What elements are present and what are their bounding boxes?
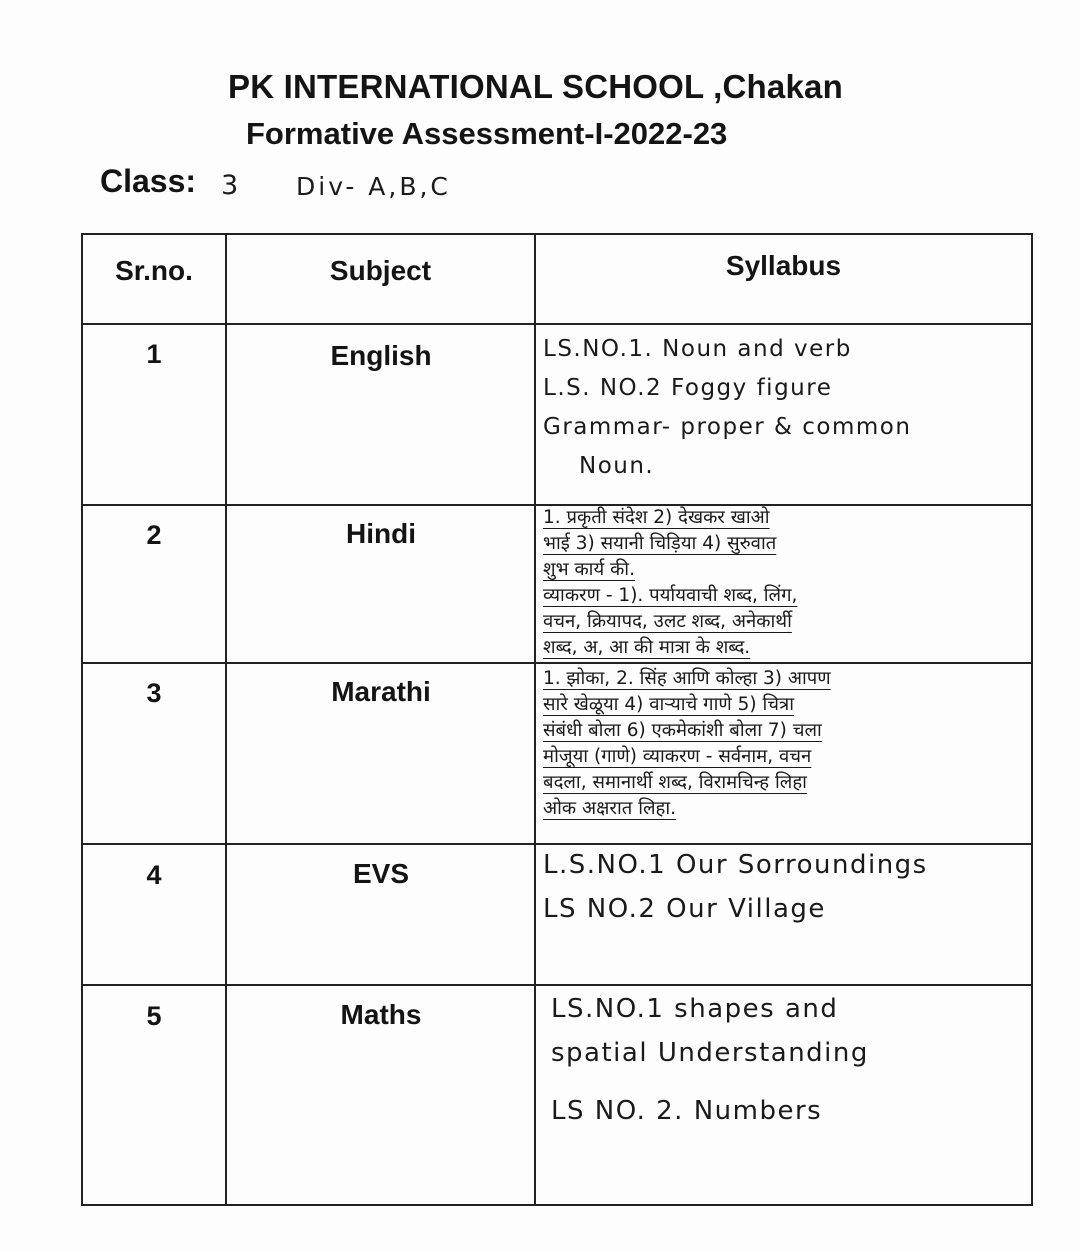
syllabus-line: L.S. NO.2 Foggy figure [543, 375, 833, 401]
syllabus-line: व्याकरण - 1). पर्यायवाची शब्द, लिंग, [543, 585, 798, 606]
school-name: PK INTERNATIONAL SCHOOL ,Chakan [228, 68, 843, 105]
syllabus-line: 1. प्रकृती संदेश 2) देखकर खाओ [543, 507, 770, 528]
row-divider [83, 662, 1031, 664]
syllabus-hindi [543, 505, 1029, 661]
syllabus-table [81, 233, 1033, 1206]
syllabus-line: शब्द, अ, आ की मात्रा के शब्द. [543, 637, 751, 658]
syllabus-line: भाई 3) सयानी चिड़िया 4) सुरुवात [543, 533, 777, 554]
row-number: 5 [146, 1001, 162, 1031]
syllabus-line: ओक अक्षरात लिहा. [543, 798, 677, 819]
syllabus-line: L.S.NO.1 Our Sorroundings [543, 850, 928, 880]
syllabus-evs [543, 843, 1029, 931]
subject-marathi: Marathi [331, 676, 431, 707]
subject-english: English [330, 340, 432, 371]
syllabus-english [543, 330, 1029, 486]
subject-maths: Maths [340, 999, 422, 1030]
syllabus-marathi [543, 666, 1029, 822]
syllabus-line: LS.NO.1. Noun and verb [543, 336, 852, 362]
row-divider [83, 984, 1031, 986]
syllabus-line: LS.NO.1 shapes and [551, 994, 839, 1024]
row-divider [83, 323, 1031, 325]
row-number: 4 [146, 860, 162, 890]
subject-evs: EVS [352, 858, 410, 889]
column-divider [225, 235, 227, 1204]
syllabus-line: वचन, क्रियापद, उलट शब्द, अनेकार्थी [543, 611, 792, 632]
row-number: 2 [146, 520, 162, 550]
syllabus-line: spatial Understanding [551, 1038, 869, 1068]
class-value: 3 [221, 170, 241, 201]
syllabus-line: LS NO.2 Our Village [543, 894, 826, 924]
syllabus-line: बदला, समानार्थी शब्द, विरामचिन्ह लिहा [543, 772, 807, 793]
header-syllabus: Syllabus [725, 250, 842, 281]
row-number: 3 [146, 678, 162, 708]
header-subject: Subject [329, 255, 432, 286]
syllabus-line: 1. झोका, 2. सिंह आणि कोल्हा 3) आपण [543, 668, 831, 689]
syllabus-line: Grammar- proper & common [543, 414, 912, 440]
syllabus-line: सारे खेळूया 4) वाऱ्याचे गाणे 5) चित्रा [543, 694, 795, 715]
column-divider [534, 235, 536, 1204]
syllabus-line: Noun. [579, 453, 655, 479]
syllabus-line: संबंधी बोला 6) एकमेकांशी बोला 7) चला [543, 720, 822, 741]
row-number: 1 [146, 339, 162, 369]
header-srno: Sr.no. [115, 255, 193, 286]
syllabus-maths [551, 987, 1037, 1133]
division-value: Div- A,B,C [296, 172, 451, 201]
syllabus-line: मोजूया (गाणे) व्याकरण - सर्वनाम, वचन [543, 746, 812, 767]
syllabus-line: LS NO. 2. Numbers [551, 1096, 823, 1126]
syllabus-line: शुभ कार्य की. [543, 559, 635, 580]
subject-hindi: Hindi [346, 518, 416, 549]
assessment-title: Formative Assessment-I-2022-23 [246, 116, 728, 151]
class-label: Class: [100, 163, 197, 199]
